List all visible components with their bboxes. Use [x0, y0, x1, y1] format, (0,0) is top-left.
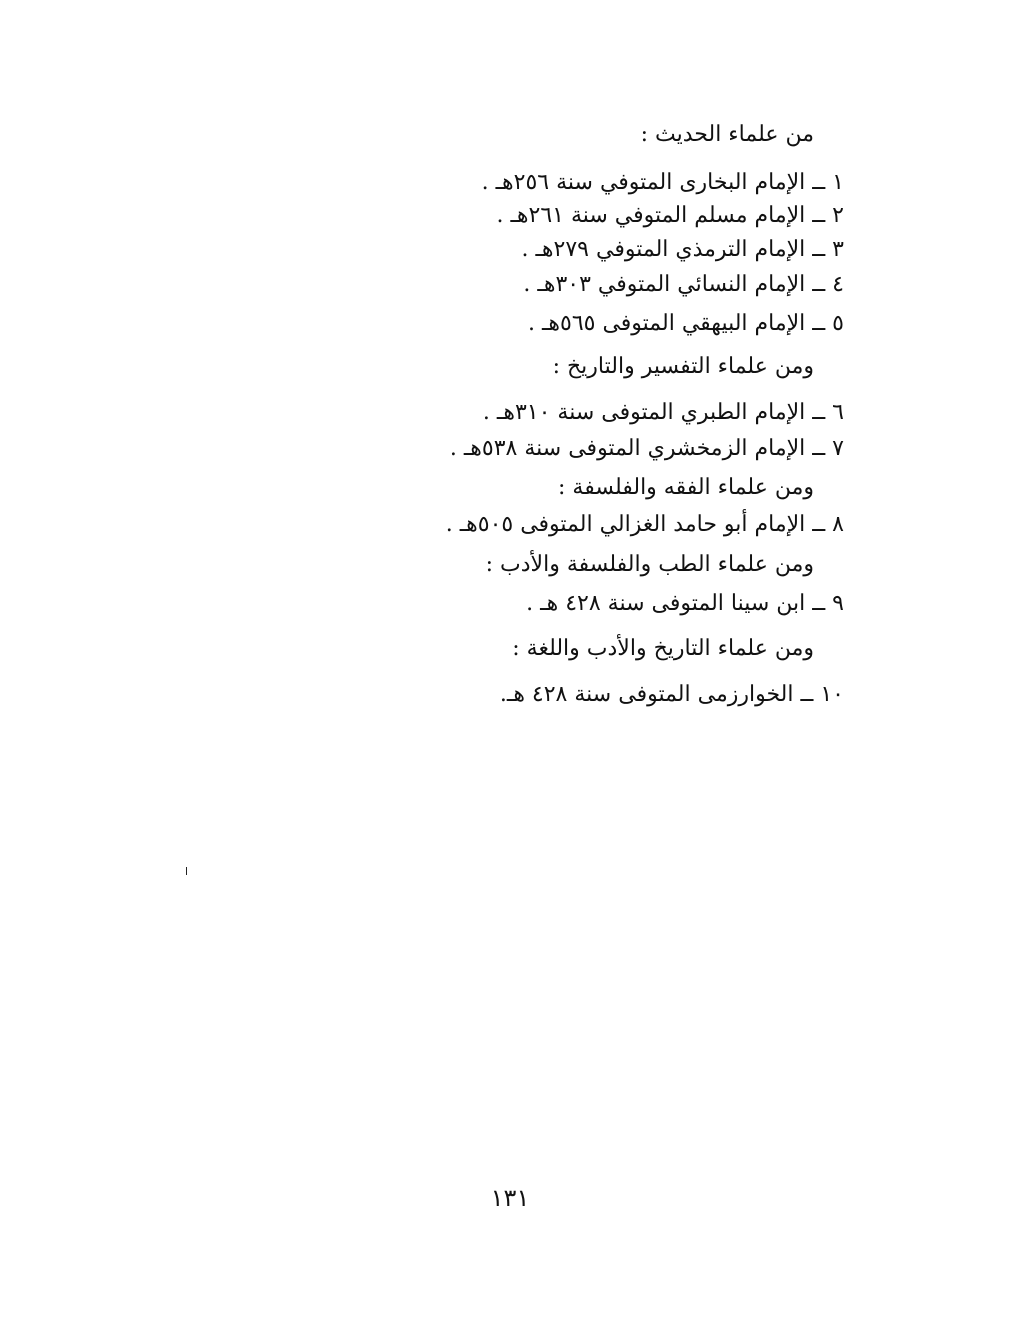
section-heading-medicine: ومن علماء الطب والفلسفة والأدب : [485, 552, 814, 577]
stray-mark [186, 867, 187, 875]
section-heading-tafsir: ومن علماء التفسير والتاريخ : [552, 354, 814, 379]
list-item-2: ٢ ــ الإمام مسلم المتوفي سنة ٢٦١هـ . [496, 203, 844, 228]
section-heading-hadith: من علماء الحديث : [640, 122, 814, 147]
list-item-1: ١ ــ الإمام البخارى المتوفي سنة ٢٥٦هـ . [481, 170, 844, 195]
list-item-4: ٤ ــ الإمام النسائي المتوفي ٣٠٣هـ . [523, 272, 844, 297]
section-heading-history: ومن علماء التاريخ والأدب واللغة : [512, 636, 814, 661]
list-item-5: ٥ ــ الإمام البيهقي المتوفى ٥٦٥هـ . [527, 311, 844, 336]
list-item-8: ٨ ــ الإمام أبو حامد الغزالي المتوفى ٥٠٥هـ . [445, 512, 844, 537]
section-heading-fiqh: ومن علماء الفقه والفلسفة : [558, 475, 814, 500]
list-item-9: ٩ ــ ابن سينا المتوفى سنة ٤٢٨ هـ . [526, 591, 844, 616]
list-item-3: ٣ ــ الإمام الترمذي المتوفي ٢٧٩هـ . [521, 237, 844, 262]
list-item-6: ٦ ــ الإمام الطبري المتوفى سنة ٣١٠هـ . [482, 400, 844, 425]
list-item-10: ١٠ ــ الخوارزمى المتوفى سنة ٤٢٨ هـ. [499, 682, 844, 707]
list-item-7: ٧ ــ الإمام الزمخشري المتوفى سنة ٥٣٨هـ . [449, 436, 844, 461]
page-number: ١٣١ [490, 1184, 530, 1212]
